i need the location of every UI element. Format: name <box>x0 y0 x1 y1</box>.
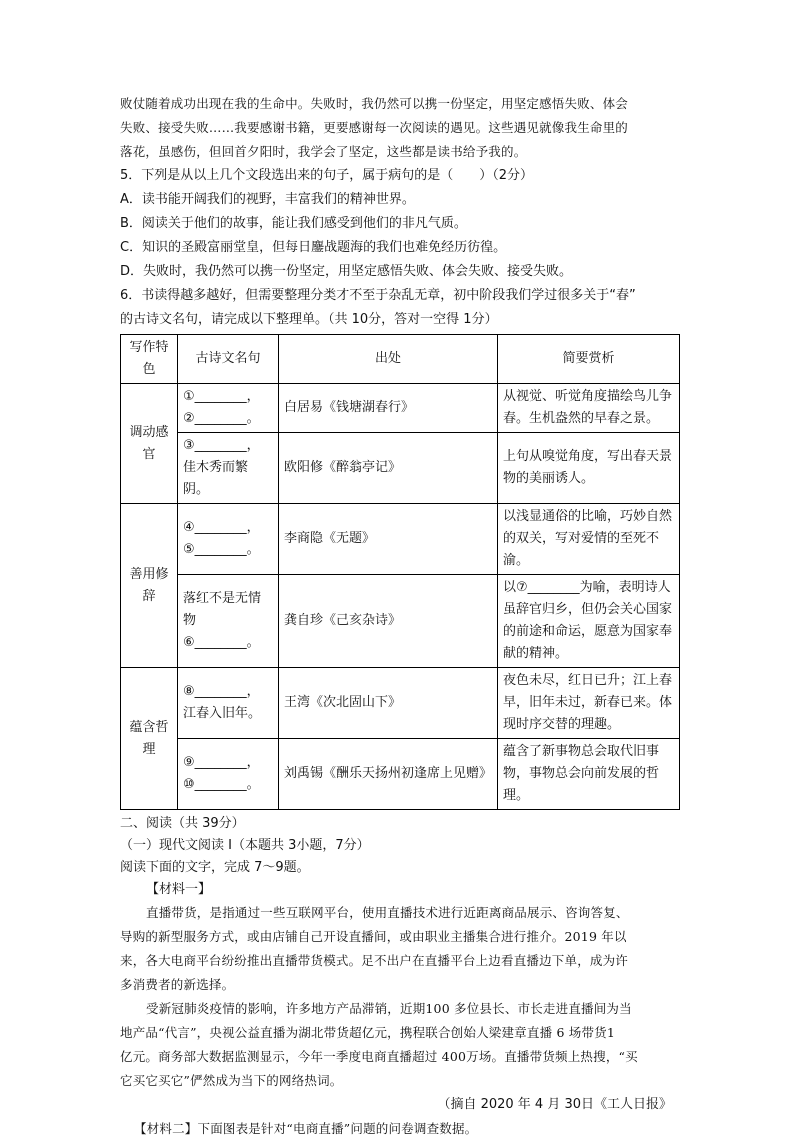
source-cell: 龚自珍《己亥杂诗》 <box>279 575 498 668</box>
material-1-line: 受新冠肺炎疫情的影响，许多地方产品滞销，近期100 多位县长、市长走进直播间为当 <box>146 1001 632 1016</box>
question-5-option-c: C．知识的圣殿富丽堂皇，但每日鏖战题海的我们也难免经历彷徨。 <box>120 240 507 255</box>
material-1-line: 亿元。商务部大数据监测显示，今年一季度电商直播超过 400万场。直播带货频上热搜，“买 <box>120 1049 638 1064</box>
material-1-line: 导购的新型服务方式，或由店铺自己开设直播间，或由职业主播集合进行推介。2019 年以 <box>120 929 627 944</box>
table-row <box>121 504 680 575</box>
material-1-line: 多消费者的新选择。 <box>120 977 235 992</box>
quote-line: ⑩________。 <box>183 777 260 792</box>
material-2-intro: 【材料二】下面图表是针对“电商直播”问题的问卷调查数据。 <box>134 1121 478 1136</box>
poetry-table <box>120 334 680 810</box>
source-cell: 李商隐《无题》 <box>279 504 498 575</box>
quote-line: ③________， <box>183 438 260 453</box>
material-1-line: 直播带货，是指通过一些互联网平台，使用直播技术进行近距离商品展示、咨询答复、 <box>146 905 629 920</box>
feature-cell: 蕴含哲理 <box>121 668 178 810</box>
quote-line: 江春入旧年。 <box>183 706 262 721</box>
quote-cell <box>178 384 279 433</box>
intro-line: 落花，虽感伤，但回首夕阳时，我学会了坚定，这些都是读书给予我的。 <box>120 144 527 159</box>
quote-line: 物 <box>183 613 197 628</box>
quote-cell <box>178 575 279 668</box>
table-header: 古诗文名句 <box>178 335 279 384</box>
quote-cell <box>178 504 279 575</box>
table-header: 写作特色 <box>121 335 178 384</box>
question-6-stem: 6．书读得越多越好，但需要整理分类才不至于杂乱无章，初中阶段我们学过很多关于“春” <box>120 288 636 303</box>
intro-line: 败仗随着成功出现在我的生命中。失败时，我仍然可以携一份坚定，用坚定感悟失败、体会 <box>120 96 629 111</box>
quote-line: ①________， <box>183 389 260 404</box>
quote-line: 佳木秀而繁阴。 <box>183 460 249 497</box>
question-5-option-a: A．读书能开阔我们的视野，丰富我们的精神世界。 <box>120 192 415 207</box>
material-1-line: 来，各大电商平台纷纷推出直播带货模式。足不出户在直播平台上边看直播边下单，成为许 <box>120 953 629 968</box>
question-5-option-d: D．失败时，我仍然可以携一份坚定，用坚定感悟失败、体会失败、接受失败。 <box>120 264 573 279</box>
material-source: （摘自 2020 年 4 月 30日《工人日报》 <box>437 1097 672 1112</box>
table-header-row <box>121 335 680 384</box>
quote-line: ②________。 <box>183 411 260 426</box>
question-5-option-b: B．阅读关于他们的故事，能让我们感受到他们的非凡气质。 <box>120 216 467 231</box>
table-row <box>121 384 680 433</box>
source-cell: 白居易《钱塘湖春行》 <box>279 384 498 433</box>
feature-cell: 善用修辞 <box>121 504 178 668</box>
comment-cell: 夜色未尽，红日已升；江上春早，旧年未过，新春已来。体现时序交替的理趣。 <box>498 668 680 739</box>
document-page <box>120 92 680 1141</box>
intro-line: 失败、接受失败……我要感谢书籍，更要感谢每一次阅读的遇见。这些遇见就像我生命里的 <box>120 120 629 135</box>
source-cell: 欧阳修《醉翁亭记》 <box>279 433 498 504</box>
quote-line: ⑧________， <box>183 684 260 699</box>
subsection-title: （一）现代文阅读 I（本题共 3小题，7分） <box>120 838 370 853</box>
source-cell: 王湾《次北固山下》 <box>279 668 498 739</box>
comment-cell: 上句从嗅觉角度，写出春天景物的美丽诱人。 <box>498 433 680 504</box>
quote-cell <box>178 668 279 739</box>
question-6-stem: 的古诗文名句，请完成以下整理单。（共 10分，答对一空得 1分） <box>120 312 498 327</box>
table-row <box>121 739 680 810</box>
quote-line: ⑥________。 <box>183 635 260 650</box>
quote-cell <box>178 433 279 504</box>
reading-instruction: 阅读下面的文字，完成 7～9题。 <box>120 860 310 875</box>
material-1-label: 【材料一】 <box>146 882 212 897</box>
table-row <box>121 433 680 504</box>
quote-cell <box>178 739 279 810</box>
table-row <box>121 575 680 668</box>
comment-cell: 从视觉、听觉角度描绘鸟儿争春。生机盎然的早春之景。 <box>498 384 680 433</box>
table-header: 出处 <box>279 335 498 384</box>
comment-cell: 蕴含了新事物总会取代旧事物，事物总会向前发展的哲理。 <box>498 739 680 810</box>
source-cell: 刘禹锡《酬乐天扬州初逢席上见赠》 <box>279 739 498 810</box>
comment-cell: 以浅显通俗的比喻，巧妙自然的双关，写对爱情的至死不渝。 <box>498 504 680 575</box>
table-row <box>121 668 680 739</box>
quote-line: 落红不是无情 <box>183 591 262 606</box>
section-title: 二、阅读（共 39分） <box>120 816 245 831</box>
comment-cell: 以⑦________为喻，表明诗人虽辞官归乡，但仍会关心国家的前途和命运，愿意为国家奉献的精神。 <box>498 575 680 668</box>
feature-cell: 调动感官 <box>121 384 178 504</box>
material-1-line: 地产品“代言”，央视公益直播为湖北带货超亿元，携程联合创始人梁建章直播 6 场带货1 <box>120 1025 616 1040</box>
table-header: 简要赏析 <box>498 335 680 384</box>
quote-line: ⑨________， <box>183 755 260 770</box>
quote-line: ④________， <box>183 520 260 535</box>
material-1-line: 它买它买它”俨然成为当下的网络热词。 <box>120 1073 343 1088</box>
quote-line: ⑤________。 <box>183 542 260 557</box>
question-5-stem: 5．下列是从以上几个文段选出来的句子，属于病句的是（ ）（2分） <box>120 168 534 183</box>
